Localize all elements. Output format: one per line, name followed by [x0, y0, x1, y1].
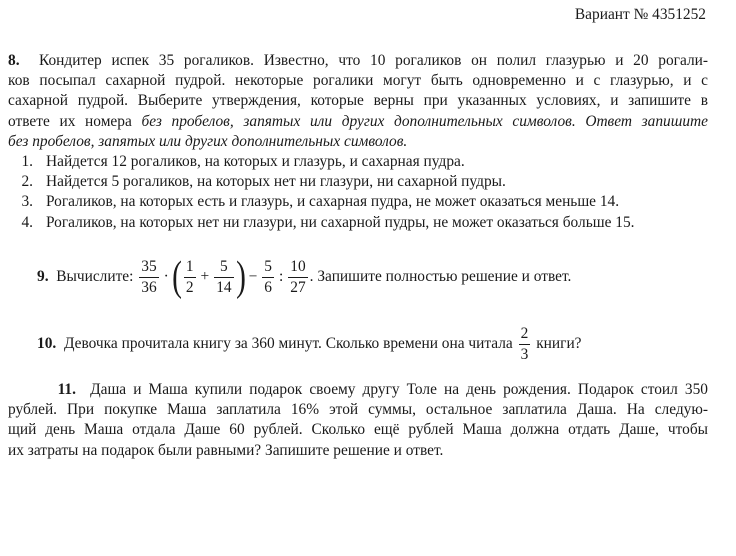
task-11-line: рублей. При покупке Маша заплатила 16% этой суммы, остальное заплатила Даша. На следую- [8, 401, 708, 419]
option-item: 1. Найдется 12 рогаликов, на которых и глазурь, и сахарная пудра. [21, 153, 465, 171]
task-9-tail: . Запишите полностью решение и ответ. [309, 268, 572, 285]
task-10-number: 10. [37, 335, 57, 352]
left-paren: ( [171, 254, 182, 300]
fraction: $\frac{1}{2}$ [185, 257, 194, 296]
task-11-number: 11. [57, 381, 76, 398]
plus-sign: + [200, 268, 210, 285]
task-8-line: 8. Кондитер испек 35 рогаликов. Известно, что 10 рогаликов он полил глазурью и 20 рогали- [8, 52, 708, 69]
task-8-line: сахарной пудрой. Выберите утверждения, которые верны при указанных условиях, и запишите в [8, 92, 708, 110]
right-paren: ) [235, 254, 246, 300]
fraction: $\frac{5}{14}$ [216, 257, 232, 296]
task-8-line: ков посыпал сахарной пудрой. некоторые рогалики могут быть одновременно и с глазурью, и с [8, 72, 708, 90]
fraction: $\frac{5}{6}$ [264, 257, 272, 296]
task-10-text: Девочка прочитала книгу за 360 минут. Сколько времени она читала [63, 335, 513, 352]
task-9-number: 9. [37, 268, 49, 285]
fraction: $\frac{10}{27}$ [290, 257, 306, 296]
fraction: $\frac{2}{3}$ [520, 324, 529, 363]
task-11 [8, 380, 708, 461]
option-item: 2. Найдется 5 рогаликов, на которых нет ни глазури, ни сахарной пудры. [21, 173, 506, 191]
task-9-label: Вычислите: [56, 268, 134, 285]
task-11-line: их затраты на подарок были равными? Запишите решение и ответ. [8, 441, 444, 459]
multiply-sign: · [163, 268, 169, 285]
fraction: $\frac{35}{36}$ [141, 257, 157, 296]
task-11-line: щий день Маша отдала Даше 60 рублей. Сколько ещё рублей Маша должна отдать Даше, чтобы [8, 421, 708, 439]
task-8-line: ответе их номера без пробелов, запятых или других дополнительных символов. Ответ запишите [8, 112, 709, 130]
task-9 [37, 251, 571, 303]
variant-number: Вариант № 4351252 [574, 6, 706, 23]
task-8 [8, 51, 708, 233]
task-8-options [8, 152, 708, 233]
task-10 [37, 318, 582, 370]
task-10-text-end: книги? [536, 335, 582, 352]
divide-sign: : [278, 268, 284, 285]
task-11-line: 11. Даша и Маша купили подарок своему другу Толе на день рождения. Подарок стоил 350 [57, 381, 709, 398]
option-item: 4. Рогаликов, на которых нет ни глазури, ни сахарной пудры, не может оказаться больше 15. [21, 213, 635, 231]
task-8-number: 8. [8, 52, 20, 69]
task-8-line: без пробелов, запятых или других дополнительных символов. [8, 132, 408, 150]
option-item: 3. Рогаликов, на которых есть и глазурь, и сахарная пудра, не может оказаться меньше 14. [21, 193, 620, 211]
minus-sign: − [248, 268, 258, 285]
